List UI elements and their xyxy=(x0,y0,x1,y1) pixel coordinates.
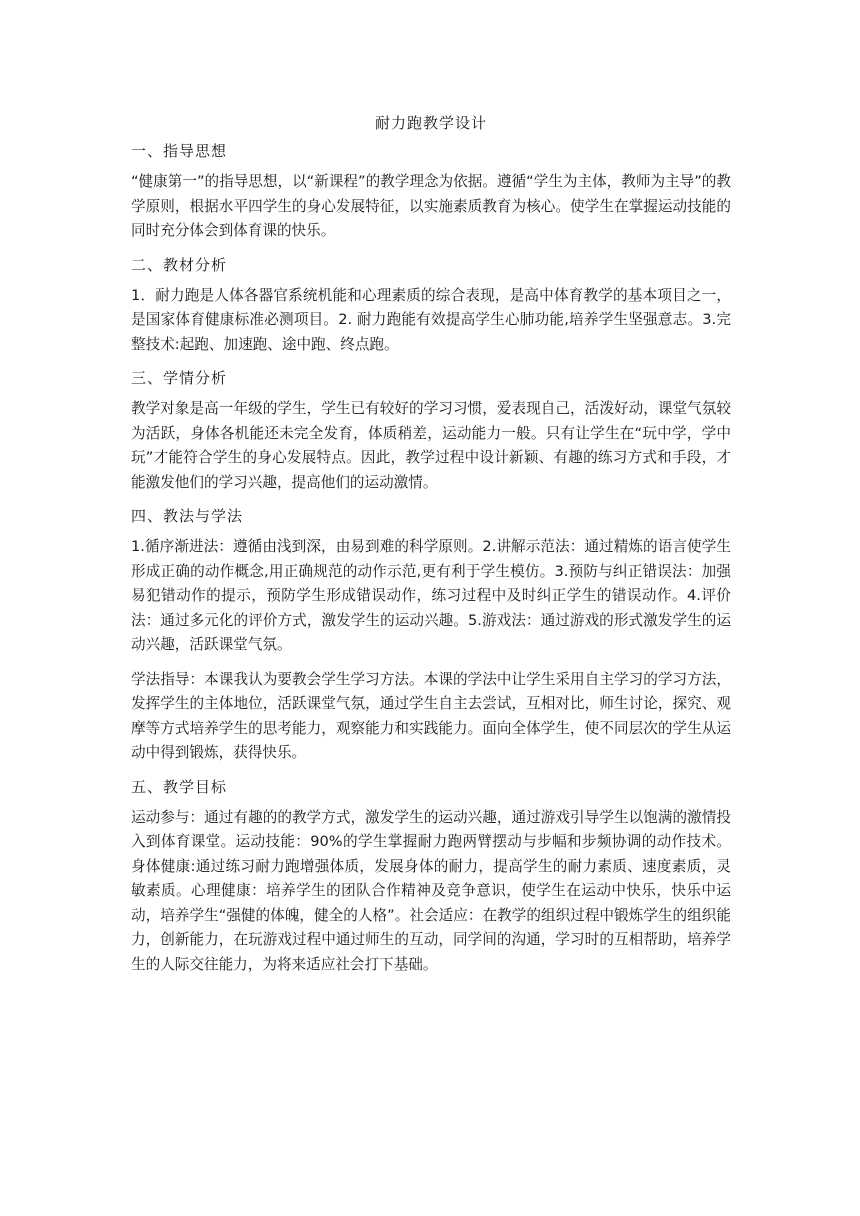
section-heading: 五、教学目标 xyxy=(131,777,228,796)
section-material-analysis xyxy=(131,254,731,358)
section-paragraph: 教学对象是高一年级的学生，学生已有较好的学习习惯，爱表现自己，活泼好动，课堂气氛较为活跃，身体各机能还未完全发育，体质稍差，运动能力一般。只有让学生在“玩中学，学中玩”才能符合学生的身心发展特点。因此，教学过程中设计新颖、有趣的练习方式和手段，才能激发他们的学习兴趣，提高他们的运动激情。 xyxy=(131,400,731,491)
section-paragraph: 运动参与：通过有趣的的教学方式，激发学生的运动兴趣，通过游戏引导学生以饱满的激情投入到体育课堂。运动技能：90%的学生掌握耐力跑两臂摆动与步幅和步频协调的动作技术。身体健康:通过练习耐力跑增强体质，发展身体的耐力，提高学生的耐力素质、速度素质，灵敏素质。心理健康：培养学生的团队合作精神及竞争意识，使学生在运动中快乐，快乐中运动，培养学生“强健的体魄，健全的人格”。社会适应：在教学的组织过程中锻炼学生的组织能力，创新能力，在玩游戏过程中通过师生的互动，同学间的沟通，学习时的互相帮助，培养学生的人际交往能力，为将来适应社会打下基础。 xyxy=(131,808,731,973)
section-teaching-objectives xyxy=(131,776,731,978)
document-page xyxy=(131,112,731,987)
section-heading: 一、指导思想 xyxy=(131,142,228,160)
section-paragraph: 1.循序渐进法：遵循由浅到深，由易到难的科学原则。2.讲解示范法：通过精炼的语言使学生形成正确的动作概念,用正确规范的动作示范,更有利于学生模仿。3.预防与纠正错误法：加强易犯错动作的提示，预防学生形成错误动作，练习过程中及时纠正学生的错误动作。4.评价法：通过多元化的评价方式，激发学生的运动兴趣。5.游戏法：通过游戏的形式激发学生的运动兴趣，活跃课堂气氛。 xyxy=(131,538,731,653)
section-paragraph: “健康第一”的指导思想，以“新课程”的教学理念为依据。遵循“学生为主体，教师为主导”的教学原则，根据水平四学生的身心发展特征，以实施素质教育为核心。使学生在掌握运动技能的同时充分体会到体育课的快乐。 xyxy=(131,173,731,239)
section-guiding-ideology xyxy=(131,140,731,244)
section-heading: 二、教材分析 xyxy=(131,255,228,274)
document-title: 耐力跑教学设计 xyxy=(374,114,487,132)
section-learner-analysis xyxy=(131,367,731,495)
section-paragraph: 学法指导：本课我认为要教会学生学习方法。本课的学法中让学生采用自主学习的学习方法，发挥学生的主体地位，活跃课堂气氛，通过学生自主去尝试，互相对比，师生讨论，探究、观摩等方式培养学生的思考能力，观察能力和实践能力。面向全体学生，使不同层次的学生从运动中得到锻炼，获得快乐。 xyxy=(131,670,731,761)
section-teaching-methods xyxy=(131,505,731,766)
section-heading: 三、学情分析 xyxy=(131,369,228,387)
section-paragraph: 1．耐力跑是人体各器官系统机能和心理素质的综合表现，是高中体育教学的基本项目之一，是国家体育健康标准必测项目。2. 耐力跑能有效提高学生心肺功能,培养学生坚强意志。3.完整技术:起跑、加速跑、途中跑、终点跑。 xyxy=(131,286,731,353)
section-heading: 四、教法与学法 xyxy=(131,507,244,525)
